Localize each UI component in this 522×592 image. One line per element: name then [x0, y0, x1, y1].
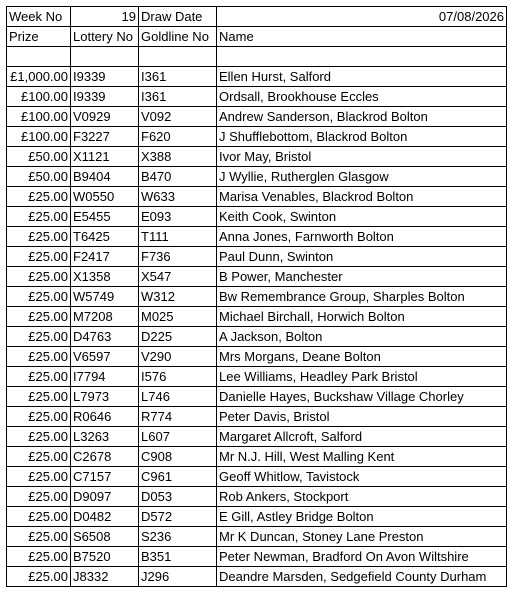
prize-cell[interactable]: £25.00 — [7, 527, 71, 547]
name-cell[interactable]: Michael Birchall, Horwich Bolton — [217, 307, 507, 327]
winners-spreadsheet — [6, 6, 507, 587]
prize-cell[interactable]: £100.00 — [7, 107, 71, 127]
blank-cell[interactable] — [217, 47, 507, 67]
prize-cell[interactable]: £25.00 — [7, 467, 71, 487]
name-cell[interactable]: Mr K Duncan, Stoney Lane Preston — [217, 527, 507, 547]
table-row — [7, 147, 507, 167]
goldline-no-cell[interactable]: W312 — [139, 287, 217, 307]
column-header-row — [7, 27, 507, 47]
name-cell[interactable]: Ellen Hurst, Salford — [217, 67, 507, 87]
column-header-prize[interactable]: Prize — [7, 27, 71, 47]
lottery-no-cell[interactable]: V6597 — [71, 347, 139, 367]
prize-cell[interactable]: £25.00 — [7, 447, 71, 467]
lottery-no-cell[interactable]: C2678 — [71, 447, 139, 467]
table-row — [7, 247, 507, 267]
prize-cell[interactable]: £25.00 — [7, 507, 71, 527]
table-row — [7, 407, 507, 427]
lottery-no-cell[interactable]: T6425 — [71, 227, 139, 247]
table-row — [7, 527, 507, 547]
prize-cell[interactable]: £25.00 — [7, 287, 71, 307]
table-row — [7, 127, 507, 147]
prize-cell[interactable]: £25.00 — [7, 387, 71, 407]
table-row — [7, 287, 507, 307]
name-cell[interactable]: Lee Williams, Headley Park Bristol — [217, 367, 507, 387]
goldline-no-cell[interactable]: L607 — [139, 427, 217, 447]
prize-cell[interactable]: £25.00 — [7, 247, 71, 267]
blank-row — [7, 47, 507, 67]
goldline-no-cell[interactable]: C908 — [139, 447, 217, 467]
name-cell[interactable]: Rob Ankers, Stockport — [217, 487, 507, 507]
prize-cell[interactable]: £25.00 — [7, 487, 71, 507]
table-row — [7, 207, 507, 227]
table-row — [7, 87, 507, 107]
table-row — [7, 507, 507, 527]
goldline-no-cell[interactable]: V290 — [139, 347, 217, 367]
header-row-week — [7, 7, 507, 27]
prize-cell[interactable]: £25.00 — [7, 267, 71, 287]
goldline-no-cell[interactable]: S236 — [139, 527, 217, 547]
lottery-no-cell[interactable]: L3263 — [71, 427, 139, 447]
prize-cell[interactable]: £25.00 — [7, 567, 71, 587]
table-row — [7, 107, 507, 127]
column-header-name[interactable]: Name — [217, 27, 507, 47]
name-cell[interactable]: Ordsall, Brookhouse Eccles — [217, 87, 507, 107]
table-row — [7, 67, 507, 87]
prize-cell[interactable]: £100.00 — [7, 127, 71, 147]
table-row — [7, 187, 507, 207]
goldline-no-cell[interactable]: F620 — [139, 127, 217, 147]
goldline-no-cell[interactable]: I361 — [139, 87, 217, 107]
name-cell[interactable]: Mrs Morgans, Deane Bolton — [217, 347, 507, 367]
lottery-no-cell[interactable]: X1358 — [71, 267, 139, 287]
prize-cell[interactable]: £25.00 — [7, 207, 71, 227]
table-row — [7, 267, 507, 287]
lottery-no-cell[interactable]: D4763 — [71, 327, 139, 347]
goldline-no-cell[interactable]: X547 — [139, 267, 217, 287]
goldline-no-cell[interactable]: D053 — [139, 487, 217, 507]
lottery-no-cell[interactable]: S6508 — [71, 527, 139, 547]
table-row — [7, 387, 507, 407]
blank-cell[interactable] — [139, 47, 217, 67]
table-row — [7, 227, 507, 247]
draw-date-cell[interactable]: 07/08/2026 — [217, 7, 507, 27]
prize-cell[interactable]: £25.00 — [7, 187, 71, 207]
lottery-no-cell[interactable]: R0646 — [71, 407, 139, 427]
name-cell[interactable]: Peter Davis, Bristol — [217, 407, 507, 427]
name-cell[interactable]: Bw Remembrance Group, Sharples Bolton — [217, 287, 507, 307]
blank-cell[interactable] — [71, 47, 139, 67]
prize-cell[interactable]: £25.00 — [7, 407, 71, 427]
lottery-no-cell[interactable]: F3227 — [71, 127, 139, 147]
name-cell[interactable]: Marisa Venables, Blackrod Bolton — [217, 187, 507, 207]
name-cell[interactable]: Deandre Marsden, Sedgefield County Durham — [217, 567, 507, 587]
lottery-no-cell[interactable]: B9404 — [71, 167, 139, 187]
name-cell[interactable]: A Jackson, Bolton — [217, 327, 507, 347]
name-cell[interactable]: J Shufflebottom, Blackrod Bolton — [217, 127, 507, 147]
goldline-no-cell[interactable]: B470 — [139, 167, 217, 187]
name-cell[interactable]: Keith Cook, Swinton — [217, 207, 507, 227]
prize-cell[interactable]: £25.00 — [7, 227, 71, 247]
prize-cell[interactable]: £100.00 — [7, 87, 71, 107]
blank-cell[interactable] — [7, 47, 71, 67]
name-cell[interactable]: Paul Dunn, Swinton — [217, 247, 507, 267]
goldline-no-cell[interactable]: E093 — [139, 207, 217, 227]
name-cell[interactable]: Geoff Whitlow, Tavistock — [217, 467, 507, 487]
name-cell[interactable]: Peter Newman, Bradford On Avon Wiltshire — [217, 547, 507, 567]
table-row — [7, 447, 507, 467]
goldline-no-cell[interactable]: L746 — [139, 387, 217, 407]
week-label-cell[interactable]: Week No — [7, 7, 71, 27]
lottery-no-cell[interactable]: B7520 — [71, 547, 139, 567]
table-row — [7, 347, 507, 367]
prize-cell[interactable]: £25.00 — [7, 427, 71, 447]
lottery-no-cell[interactable]: V0929 — [71, 107, 139, 127]
column-header-lottery[interactable]: Lottery No — [71, 27, 139, 47]
name-cell[interactable]: B Power, Manchester — [217, 267, 507, 287]
prize-cell[interactable]: £25.00 — [7, 347, 71, 367]
lottery-no-cell[interactable]: F2417 — [71, 247, 139, 267]
table-row — [7, 567, 507, 587]
name-cell[interactable]: Anna Jones, Farnworth Bolton — [217, 227, 507, 247]
goldline-no-cell[interactable]: D225 — [139, 327, 217, 347]
table-row — [7, 307, 507, 327]
week-number-cell[interactable]: 19 — [71, 7, 139, 27]
lottery-no-cell[interactable]: E5455 — [71, 207, 139, 227]
goldline-no-cell[interactable]: I361 — [139, 67, 217, 87]
goldline-no-cell[interactable]: V092 — [139, 107, 217, 127]
prize-cell[interactable]: £50.00 — [7, 167, 71, 187]
goldline-no-cell[interactable]: X388 — [139, 147, 217, 167]
goldline-no-cell[interactable]: F736 — [139, 247, 217, 267]
lottery-no-cell[interactable]: J8332 — [71, 567, 139, 587]
table-row — [7, 467, 507, 487]
lottery-no-cell[interactable]: M7208 — [71, 307, 139, 327]
goldline-no-cell[interactable]: M025 — [139, 307, 217, 327]
lottery-no-cell[interactable]: X1121 — [71, 147, 139, 167]
goldline-no-cell[interactable]: J296 — [139, 567, 217, 587]
table-row — [7, 367, 507, 387]
name-cell[interactable]: Danielle Hayes, Buckshaw Village Chorley — [217, 387, 507, 407]
prize-cell[interactable]: £25.00 — [7, 547, 71, 567]
goldline-no-cell[interactable]: C961 — [139, 467, 217, 487]
lottery-no-cell[interactable]: I9339 — [71, 87, 139, 107]
prize-cell[interactable]: £50.00 — [7, 147, 71, 167]
goldline-no-cell[interactable]: T111 — [139, 227, 217, 247]
table-row — [7, 327, 507, 347]
lottery-no-cell[interactable]: D9097 — [71, 487, 139, 507]
goldline-no-cell[interactable]: B351 — [139, 547, 217, 567]
lottery-no-cell[interactable]: W0550 — [71, 187, 139, 207]
prize-cell[interactable]: £25.00 — [7, 327, 71, 347]
column-header-goldline[interactable]: Goldline No — [139, 27, 217, 47]
goldline-no-cell[interactable]: I576 — [139, 367, 217, 387]
lottery-no-cell[interactable]: C7157 — [71, 467, 139, 487]
lottery-no-cell[interactable]: D0482 — [71, 507, 139, 527]
goldline-no-cell[interactable]: R774 — [139, 407, 217, 427]
name-cell[interactable]: Ivor May, Bristol — [217, 147, 507, 167]
table-row — [7, 167, 507, 187]
name-cell[interactable]: E Gill, Astley Bridge Bolton — [217, 507, 507, 527]
goldline-no-cell[interactable]: D572 — [139, 507, 217, 527]
name-cell[interactable]: J Wyllie, Rutherglen Glasgow — [217, 167, 507, 187]
name-cell[interactable]: Mr N.J. Hill, West Malling Kent — [217, 447, 507, 467]
table-row — [7, 427, 507, 447]
prize-cell[interactable]: £25.00 — [7, 367, 71, 387]
prize-cell[interactable]: £25.00 — [7, 307, 71, 327]
table-row — [7, 547, 507, 567]
table-row — [7, 487, 507, 507]
lottery-no-cell[interactable]: L7973 — [71, 387, 139, 407]
prize-cell[interactable]: £1,000.00 — [7, 67, 71, 87]
goldline-no-cell[interactable]: W633 — [139, 187, 217, 207]
lottery-no-cell[interactable]: I7794 — [71, 367, 139, 387]
lottery-no-cell[interactable]: W5749 — [71, 287, 139, 307]
lottery-no-cell[interactable]: I9339 — [71, 67, 139, 87]
name-cell[interactable]: Margaret Allcroft, Salford — [217, 427, 507, 447]
draw-label-cell[interactable]: Draw Date — [139, 7, 217, 27]
name-cell[interactable]: Andrew Sanderson, Blackrod Bolton — [217, 107, 507, 127]
